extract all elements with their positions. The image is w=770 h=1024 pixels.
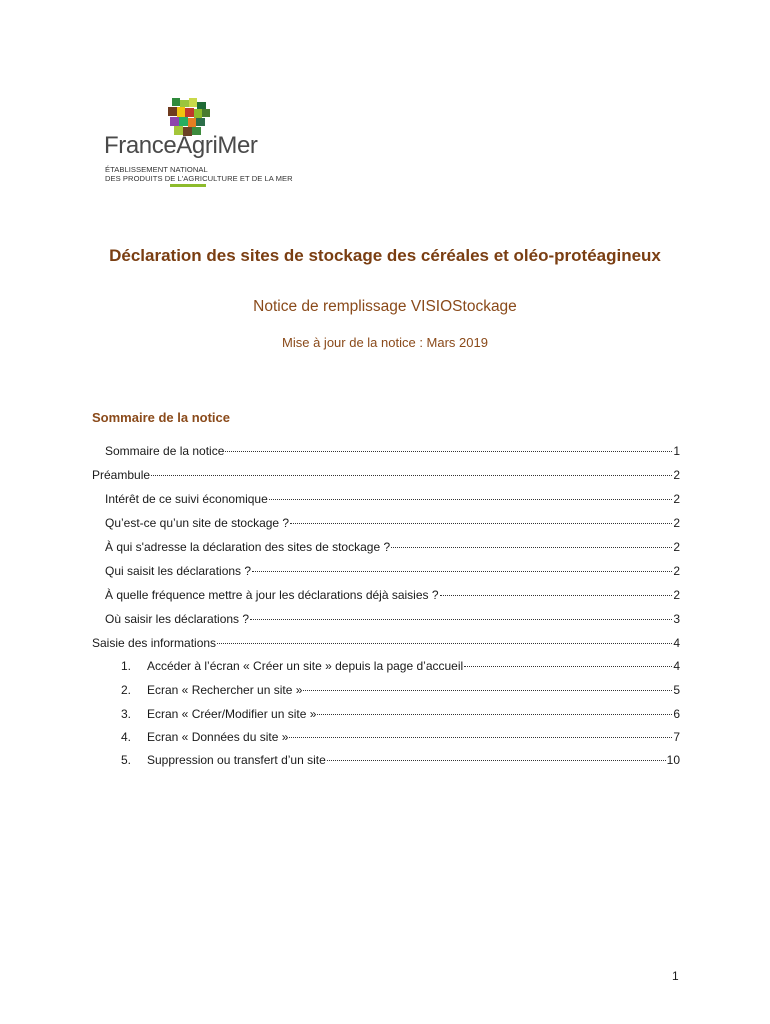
toc-entry-label: Ecran « Créer/Modifier un site »	[147, 707, 317, 721]
toc-entry-number: 4.	[121, 730, 132, 744]
toc-entry[interactable]	[105, 492, 680, 508]
toc-entry[interactable]	[121, 730, 680, 746]
toc-entry-page: 7	[673, 730, 680, 744]
toc-leader-dots	[269, 499, 673, 500]
toc-entry-number: 5.	[121, 753, 132, 767]
toc-entry-label: Accéder à l’écran « Créer un site » depuis la page d’accueil	[147, 659, 464, 673]
toc-entry-label: Ecran « Rechercher un site »	[147, 683, 303, 697]
document-title: Déclaration des sites de stockage des céréales et oléo-protéagineux	[109, 246, 661, 265]
toc-leader-dots	[464, 666, 672, 667]
toc-entry[interactable]	[121, 659, 680, 675]
toc-leader-dots	[250, 619, 672, 620]
toc-leader-dots	[440, 595, 673, 596]
toc-leader-dots	[391, 547, 672, 548]
toc-entry-number: 2.	[121, 683, 132, 697]
toc-leader-dots	[289, 737, 672, 738]
toc-entry[interactable]	[121, 753, 680, 769]
toc-entry-label: Intérêt de ce suivi économique	[105, 492, 268, 506]
toc-leader-dots	[327, 760, 666, 761]
toc-leader-dots	[225, 451, 672, 452]
toc-entry[interactable]	[92, 636, 680, 652]
toc-entry[interactable]	[92, 468, 680, 484]
toc-entry-page: 1	[673, 444, 680, 458]
toc-entry[interactable]	[105, 588, 680, 604]
toc-entry-page: 2	[673, 588, 680, 602]
toc-entry-label: Saisie des informations	[92, 636, 217, 650]
toc-entry-number: 3.	[121, 707, 132, 721]
toc-entry-page: 2	[673, 468, 680, 482]
toc-entry-label: Où saisir les déclarations ?	[105, 612, 250, 626]
toc-leader-dots	[151, 475, 672, 476]
toc-leader-dots	[303, 690, 672, 691]
toc-leader-dots	[252, 571, 672, 572]
toc-entry-page: 2	[673, 564, 680, 578]
toc-entry[interactable]	[105, 564, 680, 580]
toc-entry-page: 4	[673, 659, 680, 673]
toc-entry[interactable]	[121, 707, 680, 723]
logo-wordmark: FranceAgriMer	[104, 132, 258, 159]
toc-leader-dots	[290, 523, 672, 524]
toc-entry[interactable]	[105, 444, 680, 460]
toc-entry-page: 5	[673, 683, 680, 697]
toc-entry-label: Qu’est-ce qu’un site de stockage ?	[105, 516, 290, 530]
document-subtitle: Notice de remplissage VISIOStockage	[253, 298, 517, 315]
logo-subtitle-line-2: DES PRODUITS DE L'AGRICULTURE ET DE LA MER	[105, 174, 293, 183]
toc-entry-label: À qui s'adresse la déclaration des sites de stockage ?	[105, 540, 391, 554]
toc-entry-page: 10	[666, 753, 680, 767]
page-number: 1	[672, 969, 679, 983]
logo-accent-bar	[170, 184, 206, 187]
toc-entry-label: Préambule	[92, 468, 151, 482]
toc-entry-page: 3	[673, 612, 680, 626]
toc-entry-page: 2	[673, 516, 680, 530]
logo-subtitle-line-1: ÉTABLISSEMENT NATIONAL	[105, 165, 208, 174]
toc-entry-page: 2	[673, 492, 680, 506]
toc-entry[interactable]	[121, 683, 680, 699]
toc-heading: Sommaire de la notice	[92, 410, 230, 425]
toc-entry[interactable]	[105, 612, 680, 628]
toc-leader-dots	[317, 714, 672, 715]
toc-entry-page: 4	[673, 636, 680, 650]
toc-entry-page: 6	[673, 707, 680, 721]
toc-entry-label: À quelle fréquence mettre à jour les déclarations déjà saisies ?	[105, 588, 439, 602]
toc-leader-dots	[217, 643, 672, 644]
toc-entry-label: Sommaire de la notice	[105, 444, 225, 458]
toc-entry-page: 2	[673, 540, 680, 554]
toc-entry[interactable]	[105, 516, 680, 532]
toc-entry-label: Ecran « Données du site »	[147, 730, 289, 744]
toc-entry-number: 1.	[121, 659, 132, 673]
toc-entry-label: Qui saisit les déclarations ?	[105, 564, 252, 578]
toc-entry[interactable]	[105, 540, 680, 556]
toc-entry-label: Suppression ou transfert d’un site	[147, 753, 326, 767]
document-update-date: Mise à jour de la notice : Mars 2019	[282, 335, 488, 350]
